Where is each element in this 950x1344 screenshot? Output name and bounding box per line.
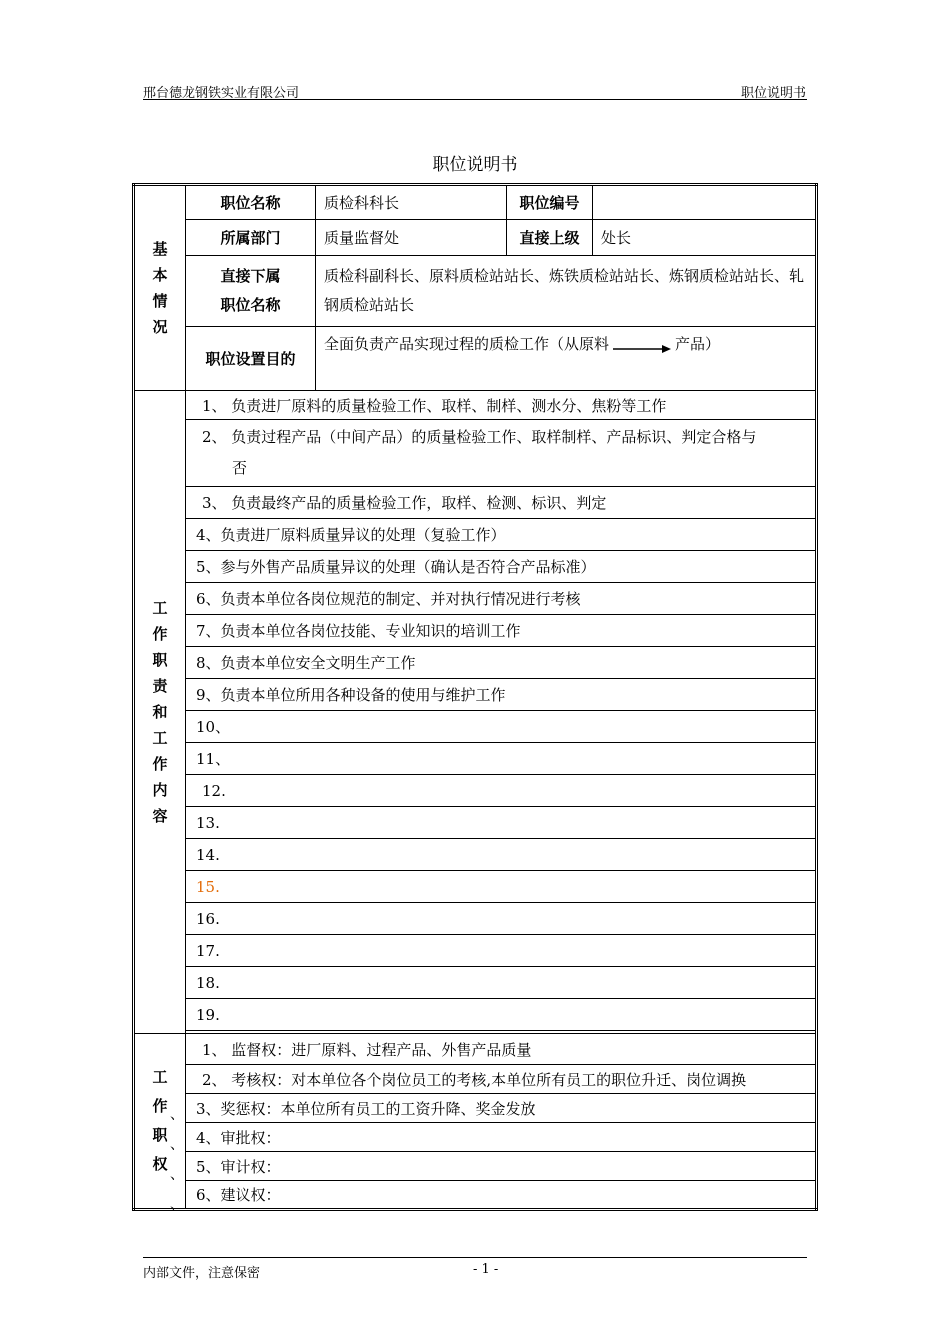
duty-item-5: 5、参与外售产品质量异议的处理（确认是否符合产品标准） bbox=[186, 551, 817, 583]
authority-item-4: 4、审批权： bbox=[186, 1123, 817, 1152]
duty-item-9: 9、负责本单位所用各种设备的使用与维护工作 bbox=[186, 679, 817, 711]
duty-item-18: 18. bbox=[186, 967, 817, 999]
authority-item-3: 3、奖惩权：本单位所有员工的工资升降、奖金发放 bbox=[186, 1094, 817, 1123]
duty-item-3: 3、 负责最终产品的质量检验工作，取样、检测、标识、判定 bbox=[186, 487, 817, 519]
duty-item-16: 16. bbox=[186, 903, 817, 935]
header-doc-type: 职位说明书 bbox=[740, 86, 806, 101]
subordinates-value: 质检科副科长、原料质检站站长、炼铁质检站站长、炼钢质检站站长、轧钢质检站站长 bbox=[316, 256, 817, 327]
purpose-value: 全面负责产品实现过程的质检工作（从原料 产品） bbox=[316, 327, 817, 391]
authority-item-2: 2、 考核权：对本单位各个岗位员工的考核,本单位所有员工的职位升迁、岗位调换 bbox=[186, 1065, 817, 1094]
page-number: - 1 - bbox=[473, 1262, 499, 1277]
superior-value: 处长 bbox=[593, 220, 817, 256]
duty-item-2: 2、 负责过程产品（中间产品）的质量检验工作、取样制样、产品标识、判定合格与 否 bbox=[186, 420, 817, 487]
duty-item-13: 13. bbox=[186, 807, 817, 839]
duty-item-6: 6、负责本单位各岗位规范的制定、并对执行情况进行考核 bbox=[186, 583, 817, 615]
duty-item-8: 8、负责本单位安全文明生产工作 bbox=[186, 647, 817, 679]
duty-item-1: 1、 负责进厂原料的质量检验工作、取样、制样、测水分、焦粉等工作 bbox=[186, 391, 817, 420]
duty-item-14: 14. bbox=[186, 839, 817, 871]
section-duties: 工作职责和工作内容 bbox=[134, 391, 186, 1034]
authority-item-1: 1、 监督权：进厂原料、过程产品、外售产品质量 bbox=[186, 1034, 817, 1065]
duty-item-17: 17. bbox=[186, 935, 817, 967]
authority-item-5: 5、审计权： bbox=[186, 1152, 817, 1181]
job-name-value: 质检科科长 bbox=[316, 185, 507, 220]
subordinates-label: 直接下属 职位名称 bbox=[186, 256, 316, 327]
department-value: 质量监督处 bbox=[316, 220, 507, 256]
duty-item-12: 12. bbox=[186, 775, 817, 807]
job-description-table bbox=[132, 183, 818, 1211]
authority-marks: 、 、 、 、 bbox=[170, 1107, 184, 1213]
header-rule bbox=[143, 99, 807, 100]
duty-item-15: 15. bbox=[186, 871, 817, 903]
job-name-label: 职位名称 bbox=[186, 185, 316, 220]
duty-item-4: 4、负责进厂原料质量异议的处理（复验工作） bbox=[186, 519, 817, 551]
duty-item-7: 7、负责本单位各岗位技能、专业知识的培训工作 bbox=[186, 615, 817, 647]
duty-item-19: 19. bbox=[186, 999, 817, 1031]
company-name: 邢台德龙钢铁实业有限公司 bbox=[143, 86, 300, 101]
job-number-label: 职位编号 bbox=[507, 185, 593, 220]
authority-item-6: 6、建议权： bbox=[186, 1181, 817, 1210]
footer-rule bbox=[143, 1257, 807, 1258]
arrow-right-icon bbox=[613, 340, 671, 350]
section-authority: 工作职权 、 、 、 、 bbox=[134, 1034, 186, 1210]
confidential-note: 内部文件，注意保密 bbox=[143, 1266, 261, 1281]
purpose-label: 职位设置目的 bbox=[186, 327, 316, 391]
department-label: 所属部门 bbox=[186, 220, 316, 256]
section-basic-info: 基本情况 bbox=[134, 185, 186, 391]
document-title: 职位说明书 bbox=[432, 155, 518, 175]
superior-label: 直接上级 bbox=[507, 220, 593, 256]
duty-item-11: 11、 bbox=[186, 743, 817, 775]
duty-item-10: 10、 bbox=[186, 711, 817, 743]
job-number-value bbox=[593, 185, 817, 220]
